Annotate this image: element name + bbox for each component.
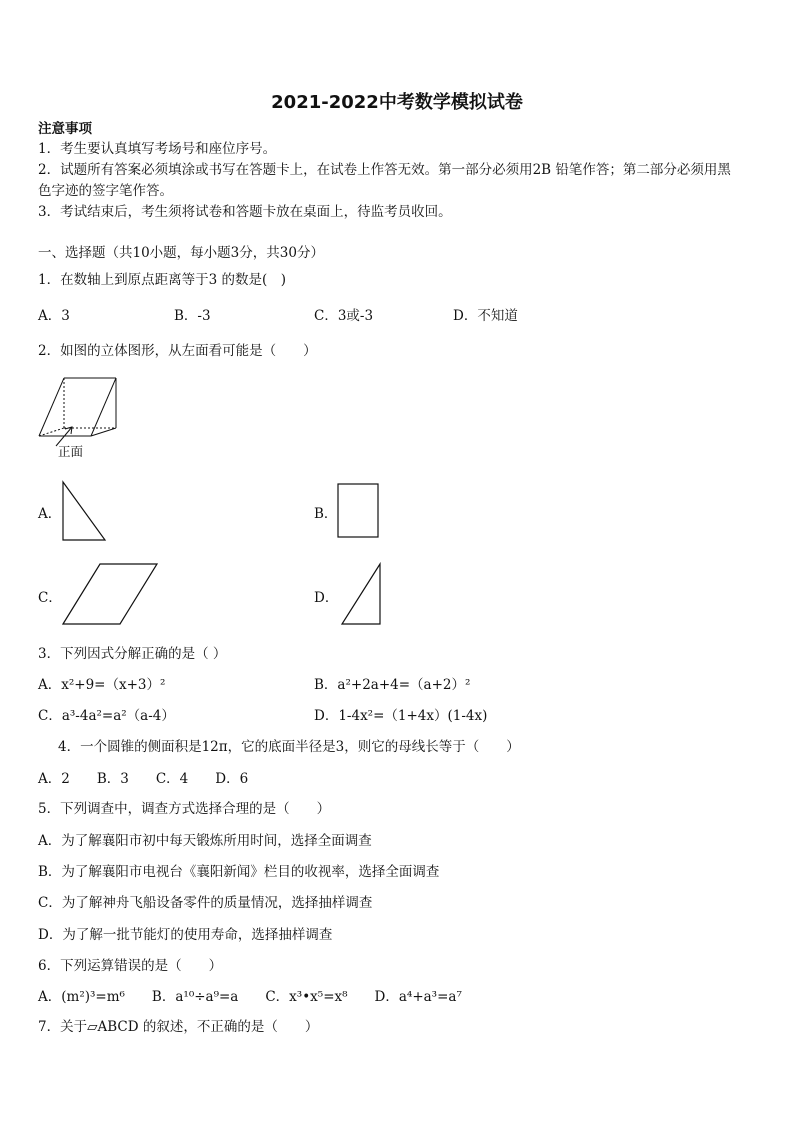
q5-option-c: C．为了解神舟飞船设备零件的质量情况，选择抽样调查 — [38, 895, 373, 911]
question-2-stem: 2．如图的立体图形，从左面看可能是（ ） — [38, 343, 317, 359]
notice-item: 1．考生要认真填写考场号和座位序号。 — [38, 141, 277, 157]
q1-option-a: A．3 — [38, 308, 70, 324]
section-heading: 一、选择题（共10小题，每小题3分，共30分） — [38, 245, 324, 261]
question-4-stem: 4．一个圆锥的侧面积是12π，它的底面半径是3，则它的母线长等于（ ） — [58, 739, 520, 755]
notice-heading: 注意事项 — [38, 121, 92, 137]
notice-item: 3．考试结束后，考生须将试卷和答题卡放在桌面上，待监考员收回。 — [38, 204, 452, 220]
front-label: 正面 — [58, 444, 84, 459]
q3-option-d: D．1-4x²=（1+4x）(1-4x) — [314, 708, 488, 724]
notice-item: 色字迹的签字笔作答。 — [38, 183, 173, 199]
triangle-figure — [338, 560, 386, 628]
q3-option-b: B．a²+2a+4=（a+2）² — [314, 677, 471, 693]
q1-option-c: C．3或-3 — [314, 308, 374, 324]
rectangle-figure — [336, 482, 382, 540]
q4-options: A．2 B．3 C．4 D．6 — [38, 771, 249, 787]
question-7-stem: 7．关于▱ABCD 的叙述，不正确的是（ ） — [38, 1019, 319, 1035]
question-1-stem: 1．在数轴上到原点距离等于3 的数是( ) — [38, 272, 287, 288]
q3-option-a: A．x²+9=（x+3）² — [38, 677, 166, 693]
q2-option-d: D． — [314, 590, 339, 606]
question-3-stem: 3．下列因式分解正确的是（ ） — [38, 646, 227, 662]
right-triangle-figure — [58, 478, 108, 544]
q3-option-c: C．a³-4a²=a²（a-4） — [38, 708, 175, 724]
q5-option-b: B．为了解襄阳市电视台《襄阳新闻》栏目的收视率，选择全面调查 — [38, 864, 440, 880]
q1-option-d: D．不知道 — [453, 308, 518, 324]
q2-option-a: A． — [38, 506, 62, 522]
q5-option-a: A．为了解襄阳市初中每天锻炼所用时间，选择全面调查 — [38, 833, 372, 849]
q1-option-b: B．-3 — [174, 308, 211, 324]
page-title: 2021-2022中考数学模拟试卷 — [271, 92, 523, 113]
question-5-stem: 5．下列调查中，调查方式选择合理的是（ ） — [38, 801, 331, 817]
q5-option-d: D．为了解一批节能灯的使用寿命，选择抽样调查 — [38, 927, 333, 943]
question-6-stem: 6．下列运算错误的是（ ） — [38, 958, 223, 974]
q2-option-c: C． — [38, 590, 62, 606]
parallelogram-figure — [60, 560, 160, 628]
notice-item: 2．试题所有答案必须填涂或书写在答题卡上，在试卷上作答无效。第一部分必须用2B 铅笔作答；第二部分必须用黑 — [38, 162, 731, 178]
q6-options: A．(m²)³=m⁶ B．a¹⁰÷a⁹=a C．x³•x⁵=x⁸ D．a⁴+a³=a⁷ — [38, 989, 462, 1005]
q2-option-b: B． — [314, 506, 338, 522]
